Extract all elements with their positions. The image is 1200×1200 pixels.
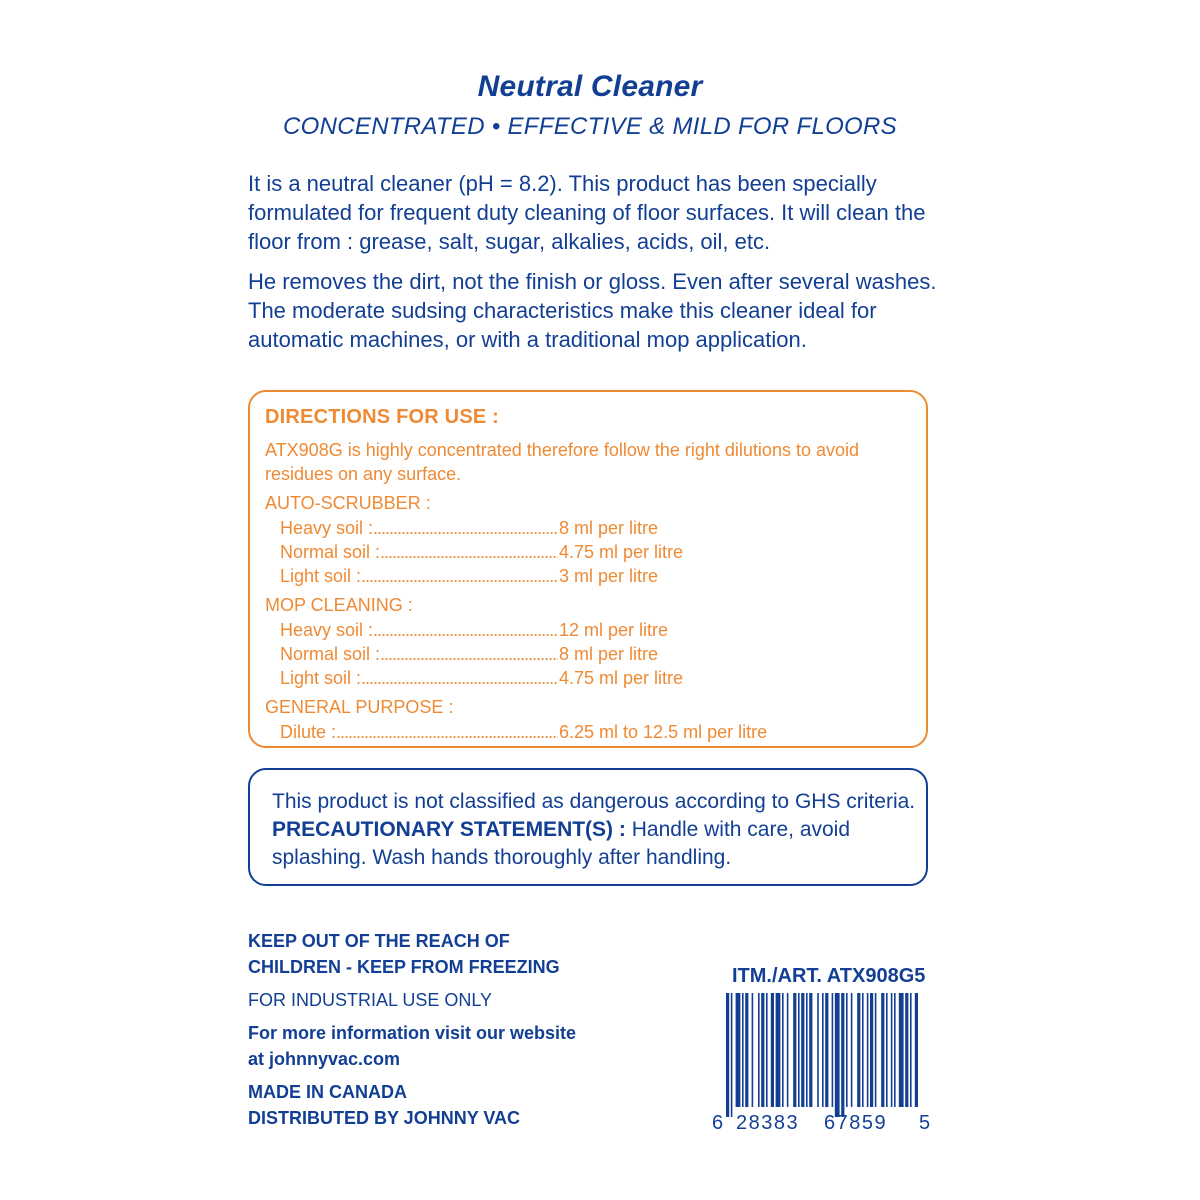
product-title: Neutral Cleaner (477, 70, 703, 103)
dilution-value: 4.75 ml per litre (559, 542, 684, 562)
safety-warning-text (272, 788, 922, 872)
barcode-bar (851, 993, 853, 1107)
barcode-bar (891, 993, 893, 1107)
dilution-value: 3 ml per litre (559, 566, 659, 586)
barcode-bar (771, 993, 774, 1107)
industrial-use-note: FOR INDUSTRIAL USE ONLY (248, 990, 493, 1010)
barcode-bar (793, 993, 796, 1107)
dilution-label: Normal soil : ..... (280, 642, 558, 666)
precautionary-heading: PRECAUTIONARY STATEMENT(S) : (272, 818, 626, 841)
website-info-line-1: For more information visit our website (248, 1023, 577, 1043)
barcode-bar (825, 993, 828, 1107)
dilution-value: 12 ml per litre (559, 620, 669, 640)
safety-warning-box (248, 768, 928, 886)
barcode-bar (752, 993, 754, 1107)
dilution-row (280, 666, 900, 690)
dilution-value: 6.25 ml to 12.5 ml per litre (559, 722, 768, 742)
barcode-bar (809, 993, 812, 1107)
barcode-bar (857, 993, 860, 1107)
item-number-label: ITM./ART. ATX908G5 (732, 965, 926, 987)
barcode-bar (910, 993, 912, 1107)
barcode-bar (817, 993, 819, 1107)
dilution-label: Heavy soil : ..... (280, 516, 558, 540)
ghs-classification-text: This product is not classified as dangerous according to GHS criteria. (272, 790, 916, 813)
barcode-bar (875, 993, 877, 1107)
barcode-bar (899, 993, 904, 1107)
dilution-value: 4.75 ml per litre (559, 668, 684, 688)
barcode-bar (766, 993, 768, 1107)
barcode-bar (806, 993, 808, 1107)
section-general-purpose-title: GENERAL PURPOSE : (265, 697, 454, 717)
barcode-bar (726, 993, 729, 1117)
directions-box (248, 390, 928, 748)
barcode-bar (731, 993, 733, 1117)
section-auto-scrubber-title: AUTO-SCRUBBER : (265, 493, 431, 513)
product-subtitle: CONCENTRATED • EFFECTIVE & MILD FOR FLOORS (283, 113, 897, 140)
dilution-label: Heavy soil : ..... (280, 618, 558, 642)
dilution-row (280, 642, 900, 666)
barcode (712, 993, 932, 1133)
directions-intro: ATX908G is highly concentrated therefore follow the right dilutions to avoid residues on any surface. (265, 440, 859, 484)
website-info-line-2: at johnnyvac.com (248, 1049, 401, 1069)
description-paragraph-2: He removes the dirt, not the finish or gloss. Even after several washes. The moderate sudsing characteristics make this cleaner ideal for automatic machines, or with a traditional mop application. (248, 269, 937, 352)
dilution-label: Dilute : ..... (280, 720, 558, 744)
description-paragraph-1: It is a neutral cleaner (pH = 8.2). This product has been specially formulated for frequent duty cleaning of floor surfaces. It will clean the floor from : grease, salt, sugar, alkalies, acids, oil, etc. (248, 171, 926, 254)
barcode-bar (776, 993, 781, 1107)
barcode-digit-first: 6 (712, 1112, 724, 1133)
dilution-label: Normal soil : ..... (280, 540, 558, 564)
barcode-digits-left: 28383 (736, 1112, 800, 1133)
barcode-bar (870, 993, 873, 1107)
distributor-label: DISTRIBUTED BY JOHNNY VAC (248, 1108, 521, 1128)
barcode-bar (822, 993, 824, 1107)
barcode-bar (905, 993, 908, 1107)
precautionary-text: Handle with care, avoid splashing. Wash hands thoroughly after handling. (272, 818, 851, 869)
barcode-bar (801, 993, 804, 1107)
dilution-row (280, 516, 900, 540)
barcode-bar (758, 993, 760, 1107)
barcode-bar (894, 993, 896, 1107)
dilution-value: 8 ml per litre (559, 518, 659, 538)
barcode-bar (846, 993, 848, 1107)
barcode-bar (862, 993, 864, 1107)
directions-heading: DIRECTIONS FOR USE : (265, 406, 500, 428)
barcode-bar (832, 993, 834, 1107)
barcode-bar (782, 993, 784, 1107)
dilution-row (280, 720, 900, 744)
barcode-bar (742, 993, 744, 1107)
dilution-value: 8 ml per litre (559, 644, 659, 664)
barcode-bar (835, 993, 840, 1117)
barcode-bar (745, 993, 748, 1107)
barcode-digit-last: 5 (919, 1112, 931, 1133)
dilution-label: Light soil : ..... (280, 666, 558, 690)
made-in-label: MADE IN CANADA (248, 1082, 407, 1102)
barcode-bar (841, 993, 844, 1117)
keep-out-line-2: CHILDREN - KEEP FROM FREEZING (248, 957, 560, 977)
barcode-bar (736, 993, 741, 1107)
barcode-bar (881, 993, 884, 1107)
barcode-bar (787, 993, 789, 1107)
barcode-bar (915, 993, 918, 1107)
keep-out-line-1: KEEP OUT OF THE REACH OF (248, 931, 510, 951)
dilution-label: Light soil : ..... (280, 564, 558, 588)
barcode-bar (761, 993, 764, 1107)
barcode-bar (867, 993, 869, 1107)
section-mop-cleaning-title: MOP CLEANING : (265, 595, 413, 615)
barcode-bar (798, 993, 800, 1107)
barcode-bar (886, 993, 888, 1107)
barcode-digits-right: 67859 (824, 1112, 888, 1133)
dilution-row (280, 564, 900, 588)
dilution-row (280, 618, 900, 642)
dilution-row (280, 540, 900, 564)
